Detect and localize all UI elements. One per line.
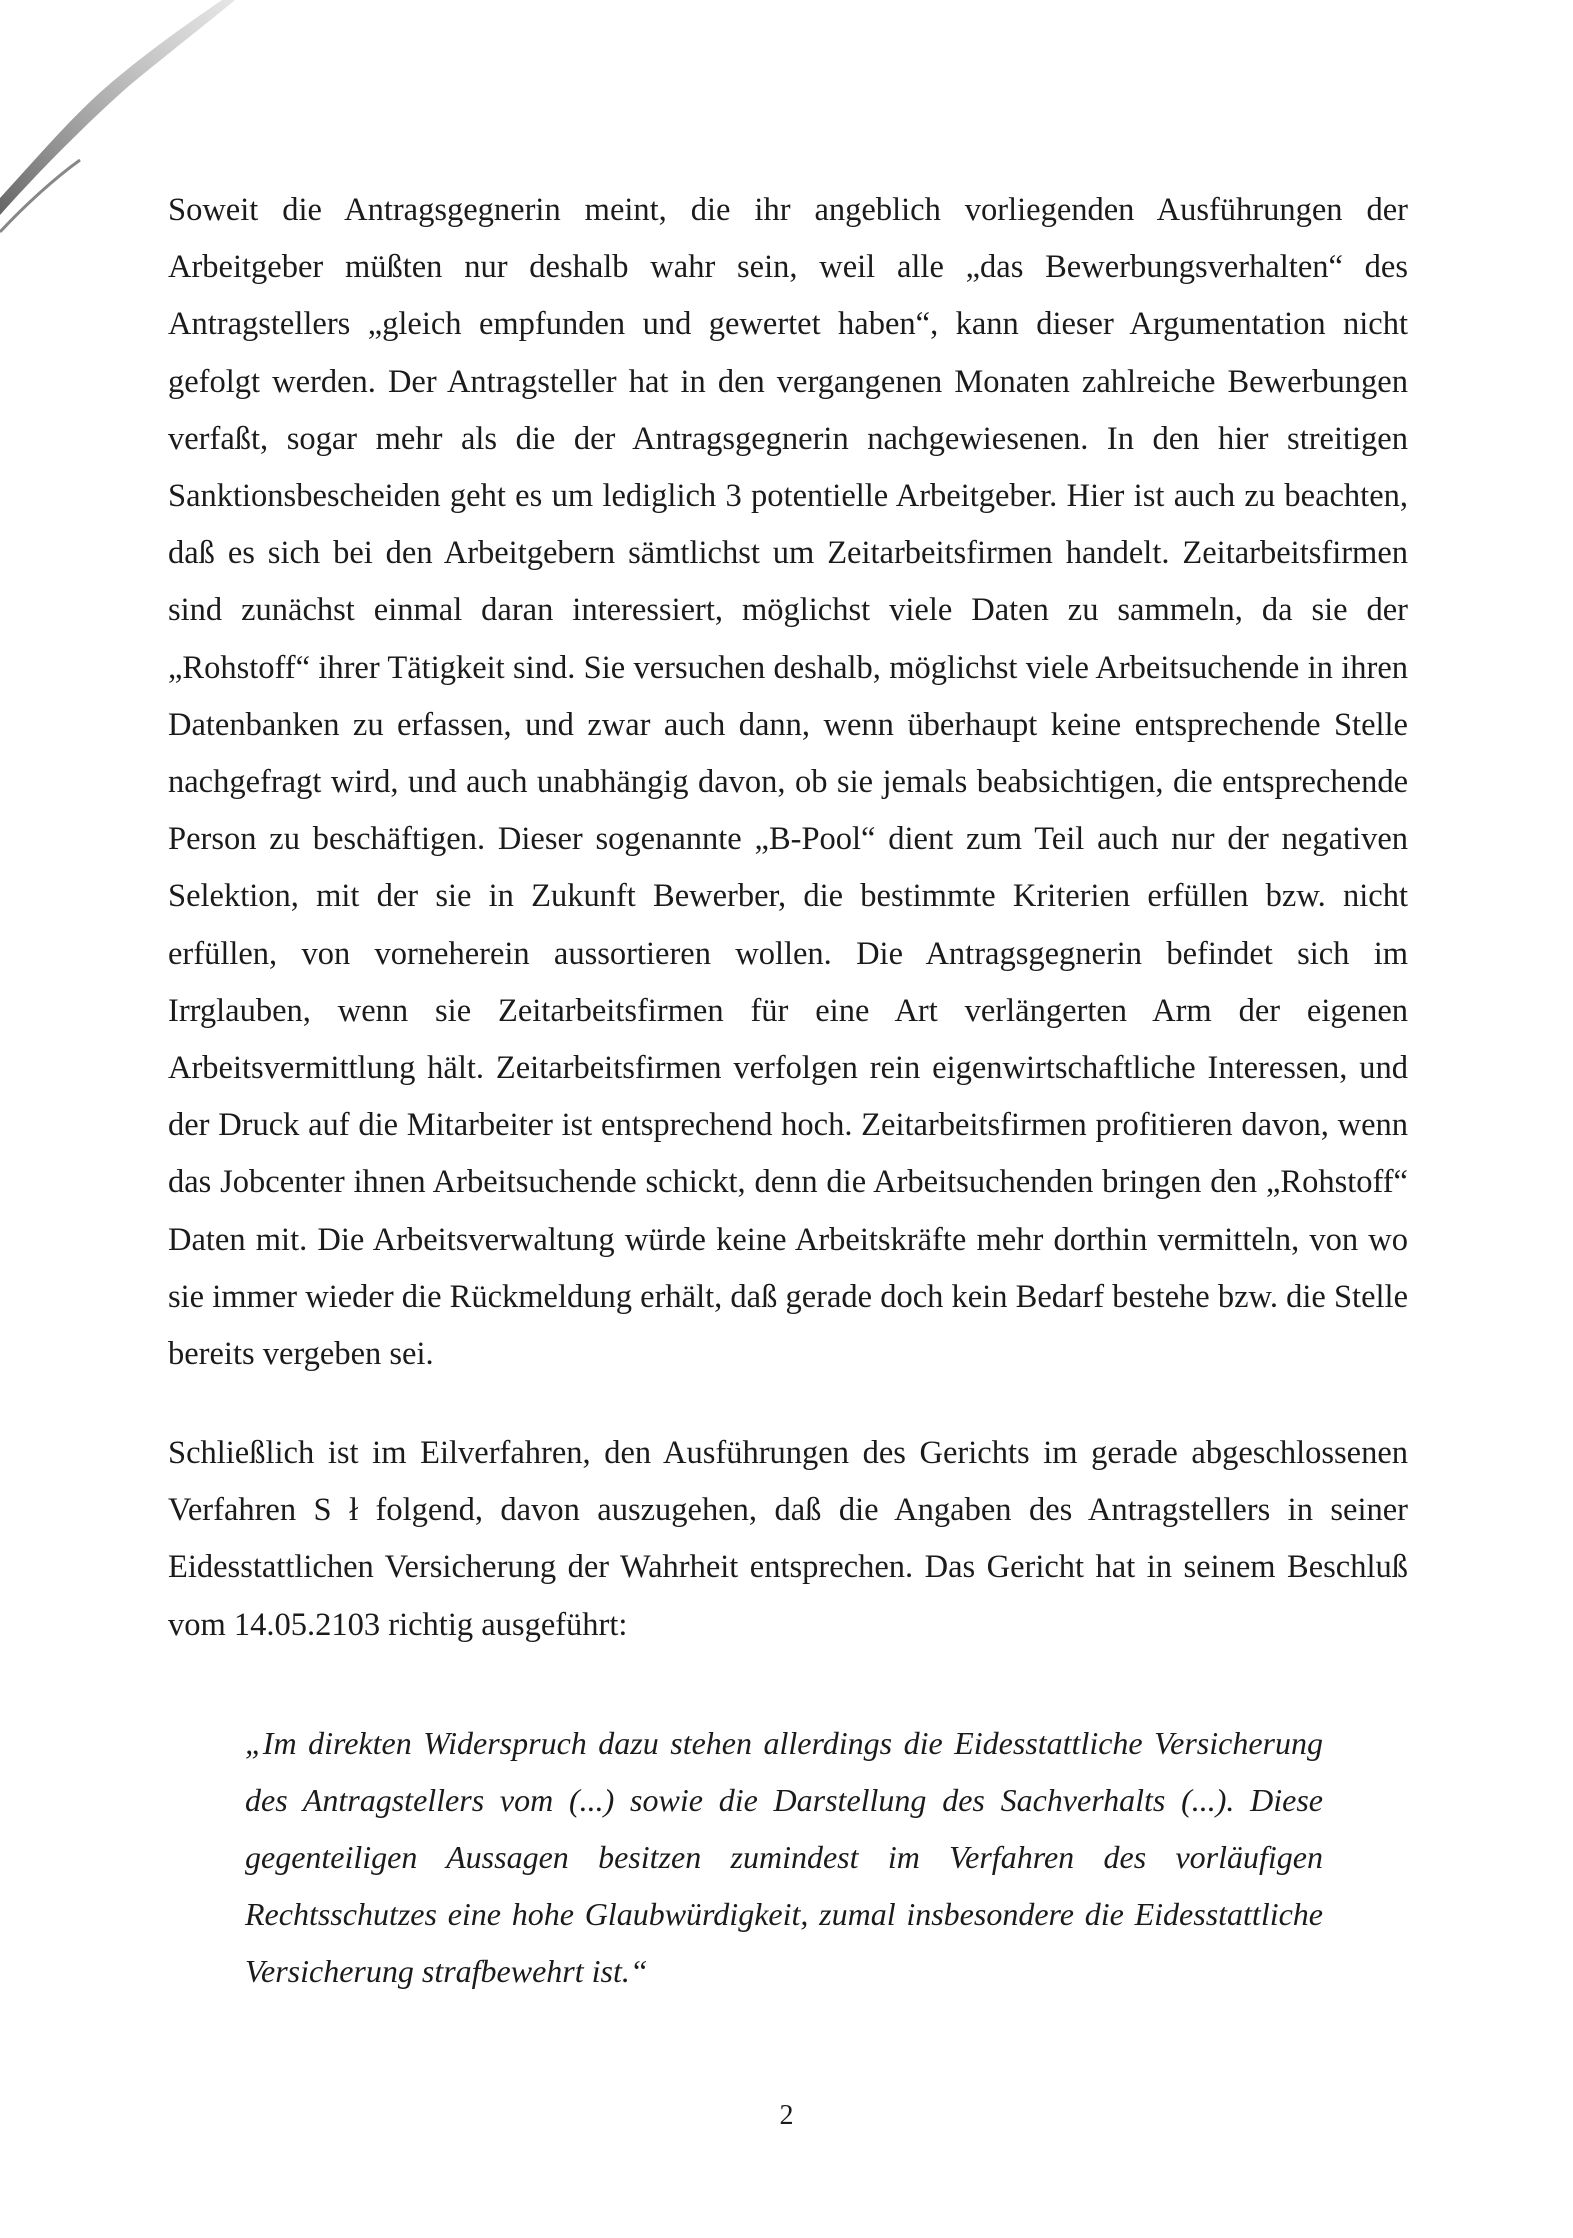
court-quote: „Im direkten Widerspruch dazu stehen allerdings die Eidesstattliche Versicherung des Antragstellers vom (...) sowie die Darstellung des Sachverhalts (...). Diese gegenteiligen Aussagen besitzen zumindest im Verfahren des vorläufigen Rechtsschutzes eine hohe Glaubwürdigkeit, zumal insbesondere die Eidesstattliche Versicherung strafbewehrt ist.“: [245, 1725, 1323, 1989]
page-number: 2: [779, 2100, 794, 2131]
paragraph-zeitarbeitsfirmen: Soweit die Antragsgegnerin meint, die ihr angeblich vorliegenden Ausführungen der Arbeitgeber müßten nur deshalb wahr sein, weil alle „das Bewerbungsverhalten“ des Antragstellers „gleich empfunden und gewertet haben“, kann dieser Argumentation nicht gefolgt werden. Der Antragsteller hat in den vergangenen Monaten zahlreiche Bewerbungen verfaßt, sogar mehr als die der Antragsgegnerin nachgewiesenen. In den hier streitigen Sanktionsbescheiden geht es um lediglich 3 potentielle Arbeitgeber. Hier ist auch zu beachten, daß es sich bei den Arbeitgebern sämtlichst um Zeitarbeitsfirmen handelt. Zeitarbeitsfirmen sind zunächst einmal daran interessiert, möglichst viele Daten zu sammeln, da sie der „Rohstoff“ ihrer Tätigkeit sind. Sie versuchen deshalb, möglichst viele Arbeitsuchende in ihren Datenbanken zu erfassen, und zwar auch dann, wenn überhaupt keine entsprechende Stelle nachgefragt wird, und auch unabhängig davon, ob sie jemals beabsichtigen, die entsprechende Person zu beschäftigen. Dieser sogenannte „B-Pool“ dient zum Teil auch nur der negativen Selektion, mit der sie in Zukunft Bewerber, die bestimmte Kriterien erfüllen bzw. nicht erfüllen, von vorneherein aussortieren wollen. Die Antragsgegnerin befindet sich im Irrglauben, wenn sie Zeitarbeitsfirmen für eine Art verlängerten Arm der eigenen Arbeitsvermittlung hält. Zeitarbeitsfirmen verfolgen rein eigenwirtschaftliche Interessen, und der Druck auf die Mitarbeiter ist entsprechend hoch. Zeitarbeitsfirmen profitieren davon, wenn das Jobcenter ihnen Arbeitsuchende schickt, denn die Arbeitsuchenden bringen den „Rohstoff“ Daten mit. Die Arbeitsverwaltung würde keine Arbeitskräfte mehr dorthin vermitteln, von wo sie immer wieder die Rückmeldung erhält, daß gerade doch kein Bedarf bestehe bzw. die Stelle bereits vergeben sei.: [168, 192, 1408, 1373]
paragraph-eilverfahren: Schließlich ist im Eilverfahren, den Ausführungen des Gerichts im gerade abgeschlossenen Verfahren S ł folgend, davon auszugehen, daß die Angaben des Antragstellers in seiner Eidesstattlichen Versicherung der Wahrheit entsprechen. Das Gericht hat in seinem Beschluß vom 14.05.2103 richtig ausgeführt:: [168, 1435, 1408, 1643]
